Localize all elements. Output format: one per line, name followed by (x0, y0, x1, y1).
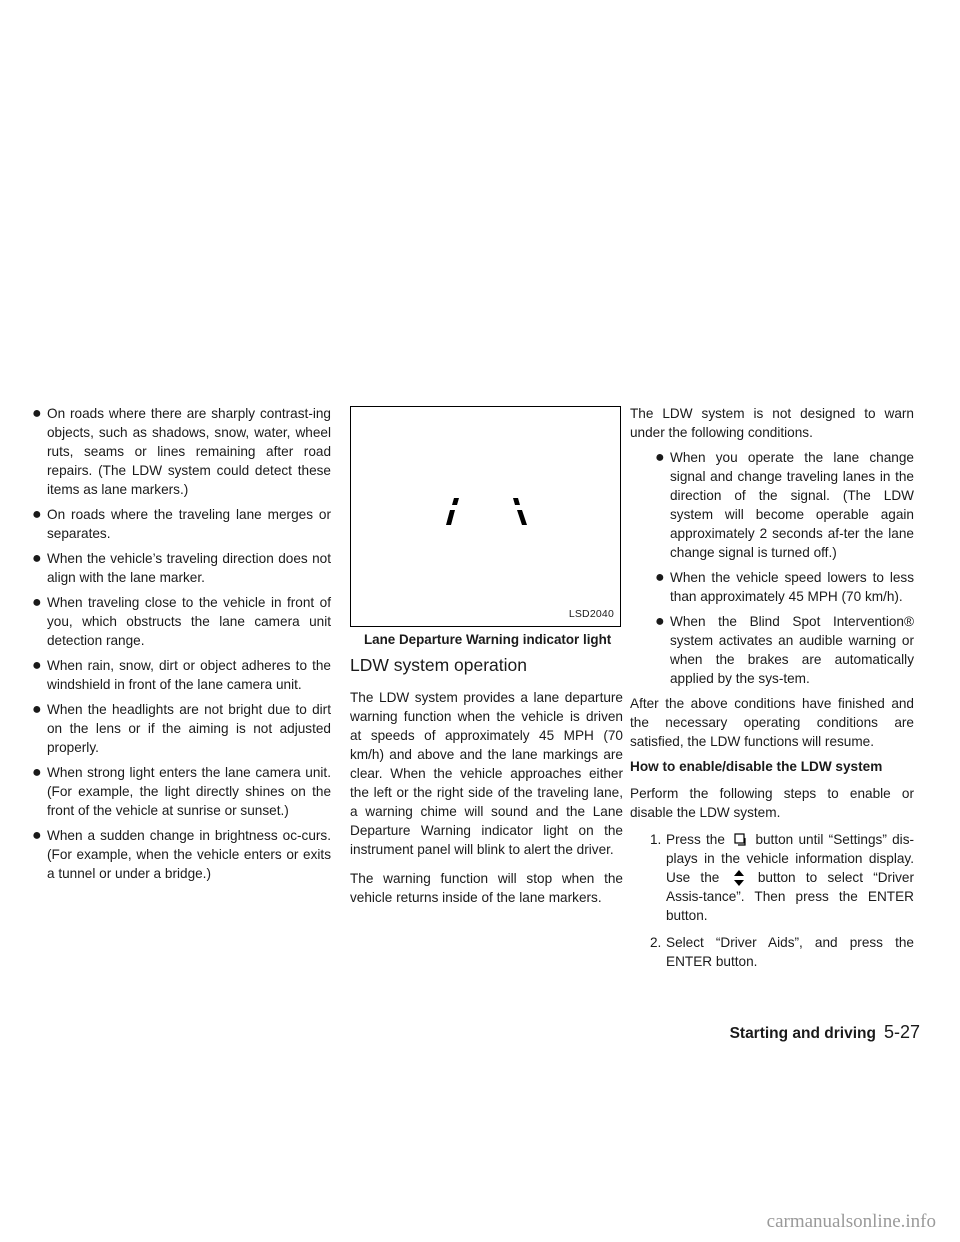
bullet-icon: ● (655, 613, 665, 630)
bullet-icon: ● (32, 550, 42, 567)
paragraph: After the above conditions have finished and the necessary operating conditions are satisfied, the LDW functions will resume. (630, 696, 914, 749)
bullet-icon: ● (655, 449, 665, 466)
list-item: ● When the vehicle speed lowers to less than approximately 45 MPH (70 km/h). (655, 569, 914, 604)
bullet-icon: ● (32, 594, 42, 611)
list-item: ● When rain, snow, dirt or object adheres to the windshield in front of the lane camera unit. (32, 657, 331, 692)
paragraph: The LDW system provides a lane departure warning function when the vehicle is driven at speeds of approximately 45 MPH (70 km/h) and above and the lane markings are clear. When the vehicle approaches either the left or the right side of the traveling lane, a warning chime will sound and the Lane Departure Warning indicator light on the instrument panel will blink to alert the driver. (350, 690, 623, 857)
watermark: carmanualsonline.info (766, 1211, 936, 1232)
list-item: ● When a sudden change in brightness oc-curs. (For example, when the vehicle enters or exits a tunnel or under a bridge.) (32, 827, 331, 881)
list-item: ● When you operate the lane change signal and change traveling lanes in the direction of the signal. (The LDW system will become operable again approximately 2 seconds af-ter the lane change signal is turned off.) (655, 449, 914, 560)
bullet-icon: ● (655, 569, 665, 586)
paragraph: The warning function will stop when the vehicle returns inside of the lane markers. (350, 871, 623, 905)
figure-caption: Lane Departure Warning indicator light (364, 632, 612, 647)
menu-button-icon (733, 833, 747, 847)
up-down-arrow-icon (733, 870, 745, 886)
list-item: ● When the headlights are not bright due to dirt on the lens or if the aiming is not adjusted properly. (32, 701, 331, 755)
subheading: How to enable/disable the LDW system (630, 759, 883, 774)
lane-departure-warning-icon (441, 497, 531, 537)
list-item: ● When traveling close to the vehicle in front of you, which obstructs the lane camera unit detection range. (32, 594, 331, 648)
page-number: 5-27 (883, 1022, 920, 1042)
list-item: ● When the vehicle’s traveling direction does not align with the lane marker. (32, 550, 331, 585)
list-item: ● On roads where there are sharply contrast-ing objects, such as shadows, snow, water, wheel ruts, seams or lines remaining after road repairs. (The LDW system could detect these items as lane markers.) (32, 405, 331, 497)
bullet-icon: ● (32, 827, 42, 844)
paragraph: The LDW system is not designed to warn under the following conditions. (630, 406, 914, 440)
conditions-list (30, 404, 331, 883)
page-footer (730, 1023, 920, 1043)
list-item: ● When the Blind Spot Intervention® system activates an audible warning or when the brakes are automatically applied by the sys-tem. (655, 613, 914, 686)
column-right (630, 404, 914, 979)
column-middle (350, 406, 623, 917)
bullet-icon: ● (32, 405, 42, 422)
bullet-icon: ● (32, 657, 42, 674)
exceptions-list (630, 448, 914, 688)
column-left (30, 404, 331, 889)
steps-list (630, 830, 914, 971)
bullet-icon: ● (32, 701, 42, 718)
paragraph: Perform the following steps to enable or disable the LDW system. (630, 786, 914, 820)
figure-code: LSD2040 (568, 608, 614, 620)
bullet-icon: ● (32, 506, 42, 523)
bullet-icon: ● (32, 764, 42, 781)
step-item: 2. Select “Driver Aids”, and press the ENTER button. (650, 935, 914, 969)
step-item: 1. Press the button until “Settings” dis-plays in the vehicle information display. Use the button to select “Driver Assis-tance”. Then press the ENTER button. (650, 832, 915, 923)
section-title: LDW system operation (350, 655, 528, 675)
indicator-figure (350, 406, 621, 627)
list-item: ● When strong light enters the lane camera unit. (For example, the light directly shines on the front of the vehicle at sunrise or sunset.) (32, 764, 331, 818)
list-item: ● On roads where the traveling lane merges or separates. (32, 506, 331, 541)
footer-section-name: Starting and driving (729, 1025, 876, 1042)
